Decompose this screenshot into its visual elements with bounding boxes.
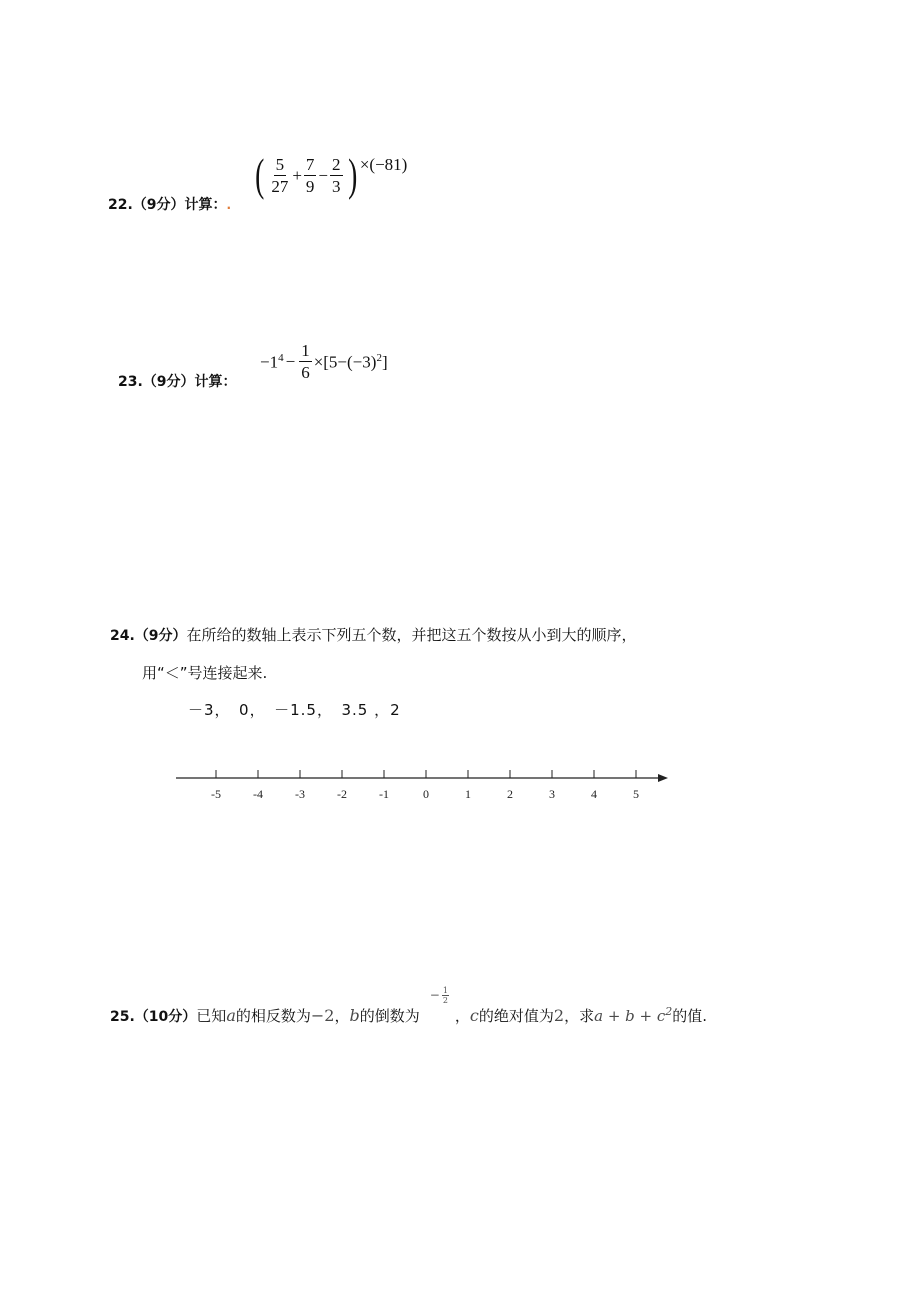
q23-lead: $-1^4$ [260,351,284,372]
value-neg2: −2 [310,1006,335,1025]
tick-label-1: 1 [465,787,471,801]
q22-expression [252,149,408,200]
var-b: b [349,1006,360,1025]
q24-numbers: －3， 0， －1.5， 3.5 ，2 [188,701,401,719]
tick-label--3: -3 [295,787,305,801]
value-2: 2 [553,1006,565,1025]
q23-mid: $\times[5-(-3)^2]$ [313,351,388,372]
tick-label-4: 4 [591,787,597,801]
q22-op2: − [318,165,329,185]
q24-text2: 用“＜”号连接起来. [142,664,268,682]
tick-label-5: 5 [633,787,639,801]
q22-fraction-2: $\frac{7}{9}$ [305,154,315,196]
number-line-arrow [658,774,668,782]
q25-text-known: 已知 [196,1007,227,1025]
q24-label: 24.（9分） [110,628,187,644]
q22-tail: ×(−81) [359,154,408,174]
q25-text-find: ，求 [564,1007,595,1025]
q23-label: 23.（9分）计算： [118,374,237,390]
q23-minus: − [285,352,296,371]
q25-text-opposite: 的相反数为 [235,1007,311,1025]
q25-text-abs: 的绝对值为 [478,1007,554,1025]
number-line [170,760,690,810]
tick-label-0: 0 [423,787,429,801]
q22-right-paren: ) [347,149,357,200]
q25-comma-1: ， [334,1007,350,1025]
q25-text-value: 的值. [672,1007,708,1025]
q25-text-reciprocal: 的倒数为 [359,1007,420,1025]
var-a: a [226,1006,236,1025]
q23-expression [260,342,388,381]
q25-expression: $a + b + c^2$ [594,1005,673,1025]
q23-fraction: $\frac{1}{6}$ [301,341,310,382]
tick-label--2: -2 [337,787,347,801]
q22-fraction-3: $\frac{2}{3}$ [332,154,341,196]
q22-left-paren: ( [255,149,265,200]
tick-label--4: -4 [253,787,263,801]
var-c: c [469,1006,479,1025]
q25-label: 25.（10分） [110,1009,197,1025]
q25-comma-2: ， [454,1007,470,1025]
q25-line [110,985,708,1027]
q24-text1: 在所给的数轴上表示下列五个数，并把这五个数按从小到大的顺序， [186,626,637,644]
q22-label: 22.（9分）计算：. [108,197,232,213]
value-neg-half: − $\frac{1}{2}$ [429,985,448,1005]
q22-op1: + [292,165,302,185]
tick-label-2: 2 [507,787,513,801]
q22-dot: . [226,198,232,212]
q22-fraction-1: $\frac{5}{27}$ [271,154,289,196]
tick-label-3: 3 [549,787,555,801]
tick-label--1: -1 [379,787,389,801]
q24-line1 [110,624,637,645]
tick-label--5: -5 [211,787,221,801]
